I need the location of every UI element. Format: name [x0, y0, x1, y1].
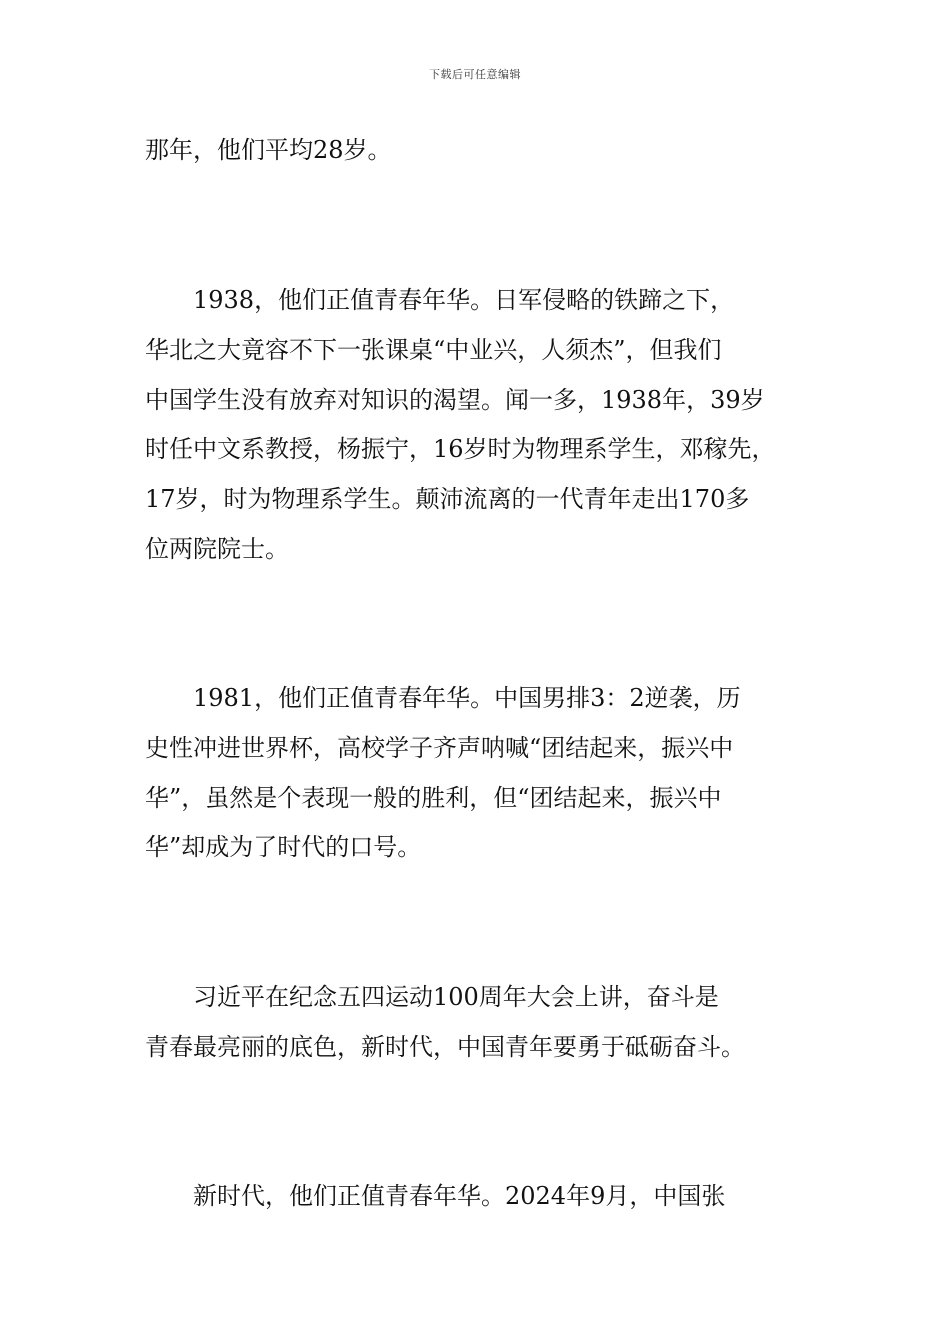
text-line: 习近平在纪念五四运动100周年大会上讲，奋斗是 — [145, 983, 719, 1011]
text-line: 中国学生没有放弃对知识的渴望。闻一多，1938年，39岁 — [145, 386, 765, 414]
text-line: 17岁，时为物理系学生。颠沛流离的一代青年走出170多 — [145, 485, 750, 513]
text-line: 时任中文系教授，杨振宁，16岁时为物理系学生，邓稼先， — [145, 435, 776, 463]
page-header: 下载后可任意编辑 — [429, 68, 521, 81]
text-line: 华北之大竟容不下一张课桌“中业兴，人须杰”，但我们 — [145, 336, 722, 364]
text-line: 那年，他们平均28岁。 — [145, 136, 392, 164]
text-line: 史性冲进世界杯，高校学子齐声呐喊“团结起来，振兴中 — [145, 734, 734, 762]
text-line: 1938，他们正值青春年华。日军侵略的铁蹄之下， — [145, 286, 735, 314]
text-line: 位两院院士。 — [145, 535, 289, 563]
text-line: 1981，他们正值青春年华。中国男排3：2逆袭，历 — [145, 684, 741, 712]
text-line: 新时代，他们正值青春年华。2024年9月，中国张 — [145, 1182, 726, 1210]
text-line: 青春最亮丽的底色，新时代，中国青年要勇于砥砺奋斗。 — [145, 1033, 745, 1061]
text-line: 华”却成为了时代的口号。 — [145, 833, 422, 861]
text-line: 华”，虽然是个表现一般的胜利，但“团结起来，振兴中 — [145, 784, 722, 812]
